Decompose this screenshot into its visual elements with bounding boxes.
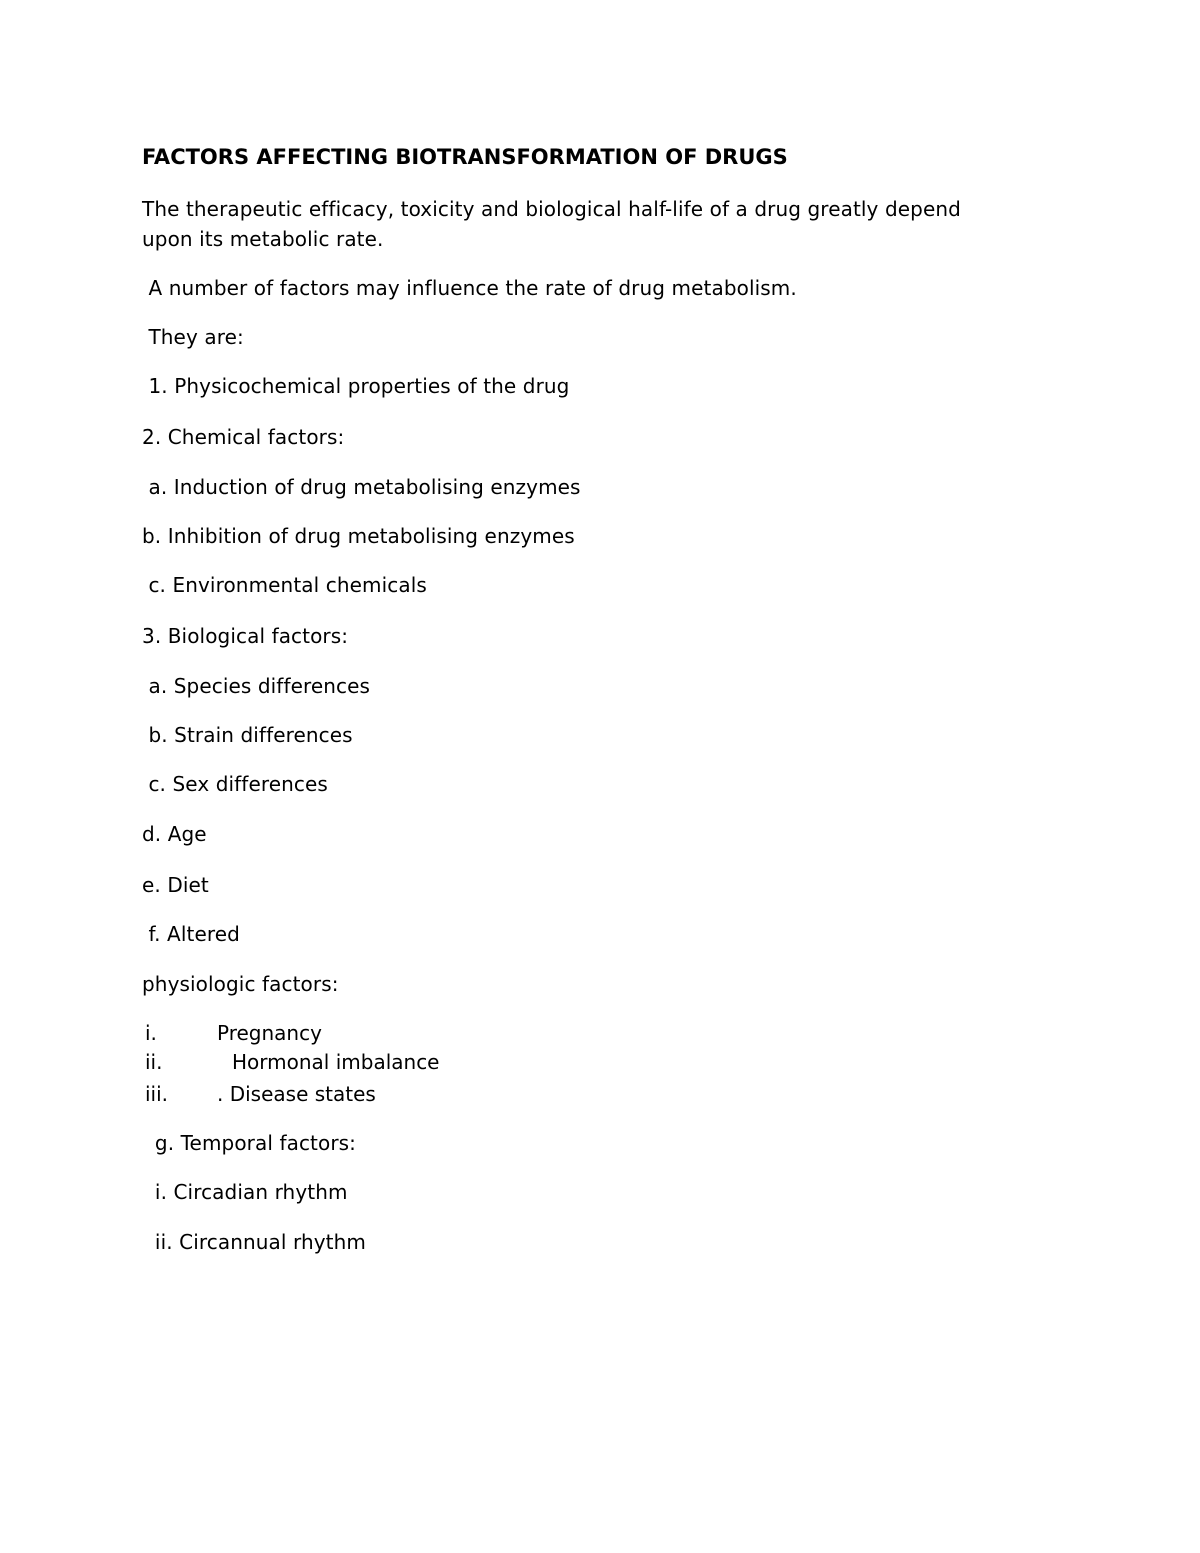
sublist-numeral-iii: iii. [145, 1082, 169, 1106]
list-item-diet: e. Diet [142, 873, 209, 897]
sublist-item-hormonal: Hormonal imbalance [232, 1050, 440, 1074]
list-item-inhibition: b. Inhibition of drug metabolising enzymes [142, 524, 575, 548]
list-item-induction: a. Induction of drug metabolising enzymes [142, 475, 581, 499]
list-item-environmental: c. Environmental chemicals [142, 573, 427, 597]
intro-paragraph-line-2: upon its metabolic rate. [142, 227, 384, 251]
list-item-age: d. Age [142, 822, 207, 846]
list-item-biological-factors: 3. Biological factors: [142, 624, 349, 648]
list-item-circadian: i. Circadian rhythm [142, 1180, 348, 1204]
they-are-text: They are: [142, 325, 244, 349]
intro-paragraph-line-1: The therapeutic efficacy, toxicity and biological half-life of a drug greatly depend [142, 197, 961, 221]
list-item-altered: f. Altered [142, 922, 240, 946]
list-item-chemical-factors: 2. Chemical factors: [142, 425, 345, 449]
list-item-strain: b. Strain differences [142, 723, 353, 747]
list-item-sex: c. Sex differences [142, 772, 328, 796]
sublist-item-pregnancy: Pregnancy [217, 1021, 322, 1045]
list-item-temporal-factors: g. Temporal factors: [142, 1131, 357, 1155]
list-item-species: a. Species differences [142, 674, 371, 698]
sublist-numeral-ii: ii. [145, 1050, 163, 1074]
physiologic-factors-text: physiologic factors: [142, 972, 339, 996]
sublist-item-disease: . Disease states [217, 1082, 376, 1106]
factors-intro-text: A number of factors may influence the rate of drug metabolism. [142, 276, 797, 300]
sublist-numeral-i: i. [145, 1021, 157, 1045]
document-title: FACTORS AFFECTING BIOTRANSFORMATION OF DRUGS [142, 145, 788, 169]
list-item-circannual: ii. Circannual rhythm [142, 1230, 366, 1254]
list-item-physicochemical: 1. Physicochemical properties of the drug [142, 374, 570, 398]
